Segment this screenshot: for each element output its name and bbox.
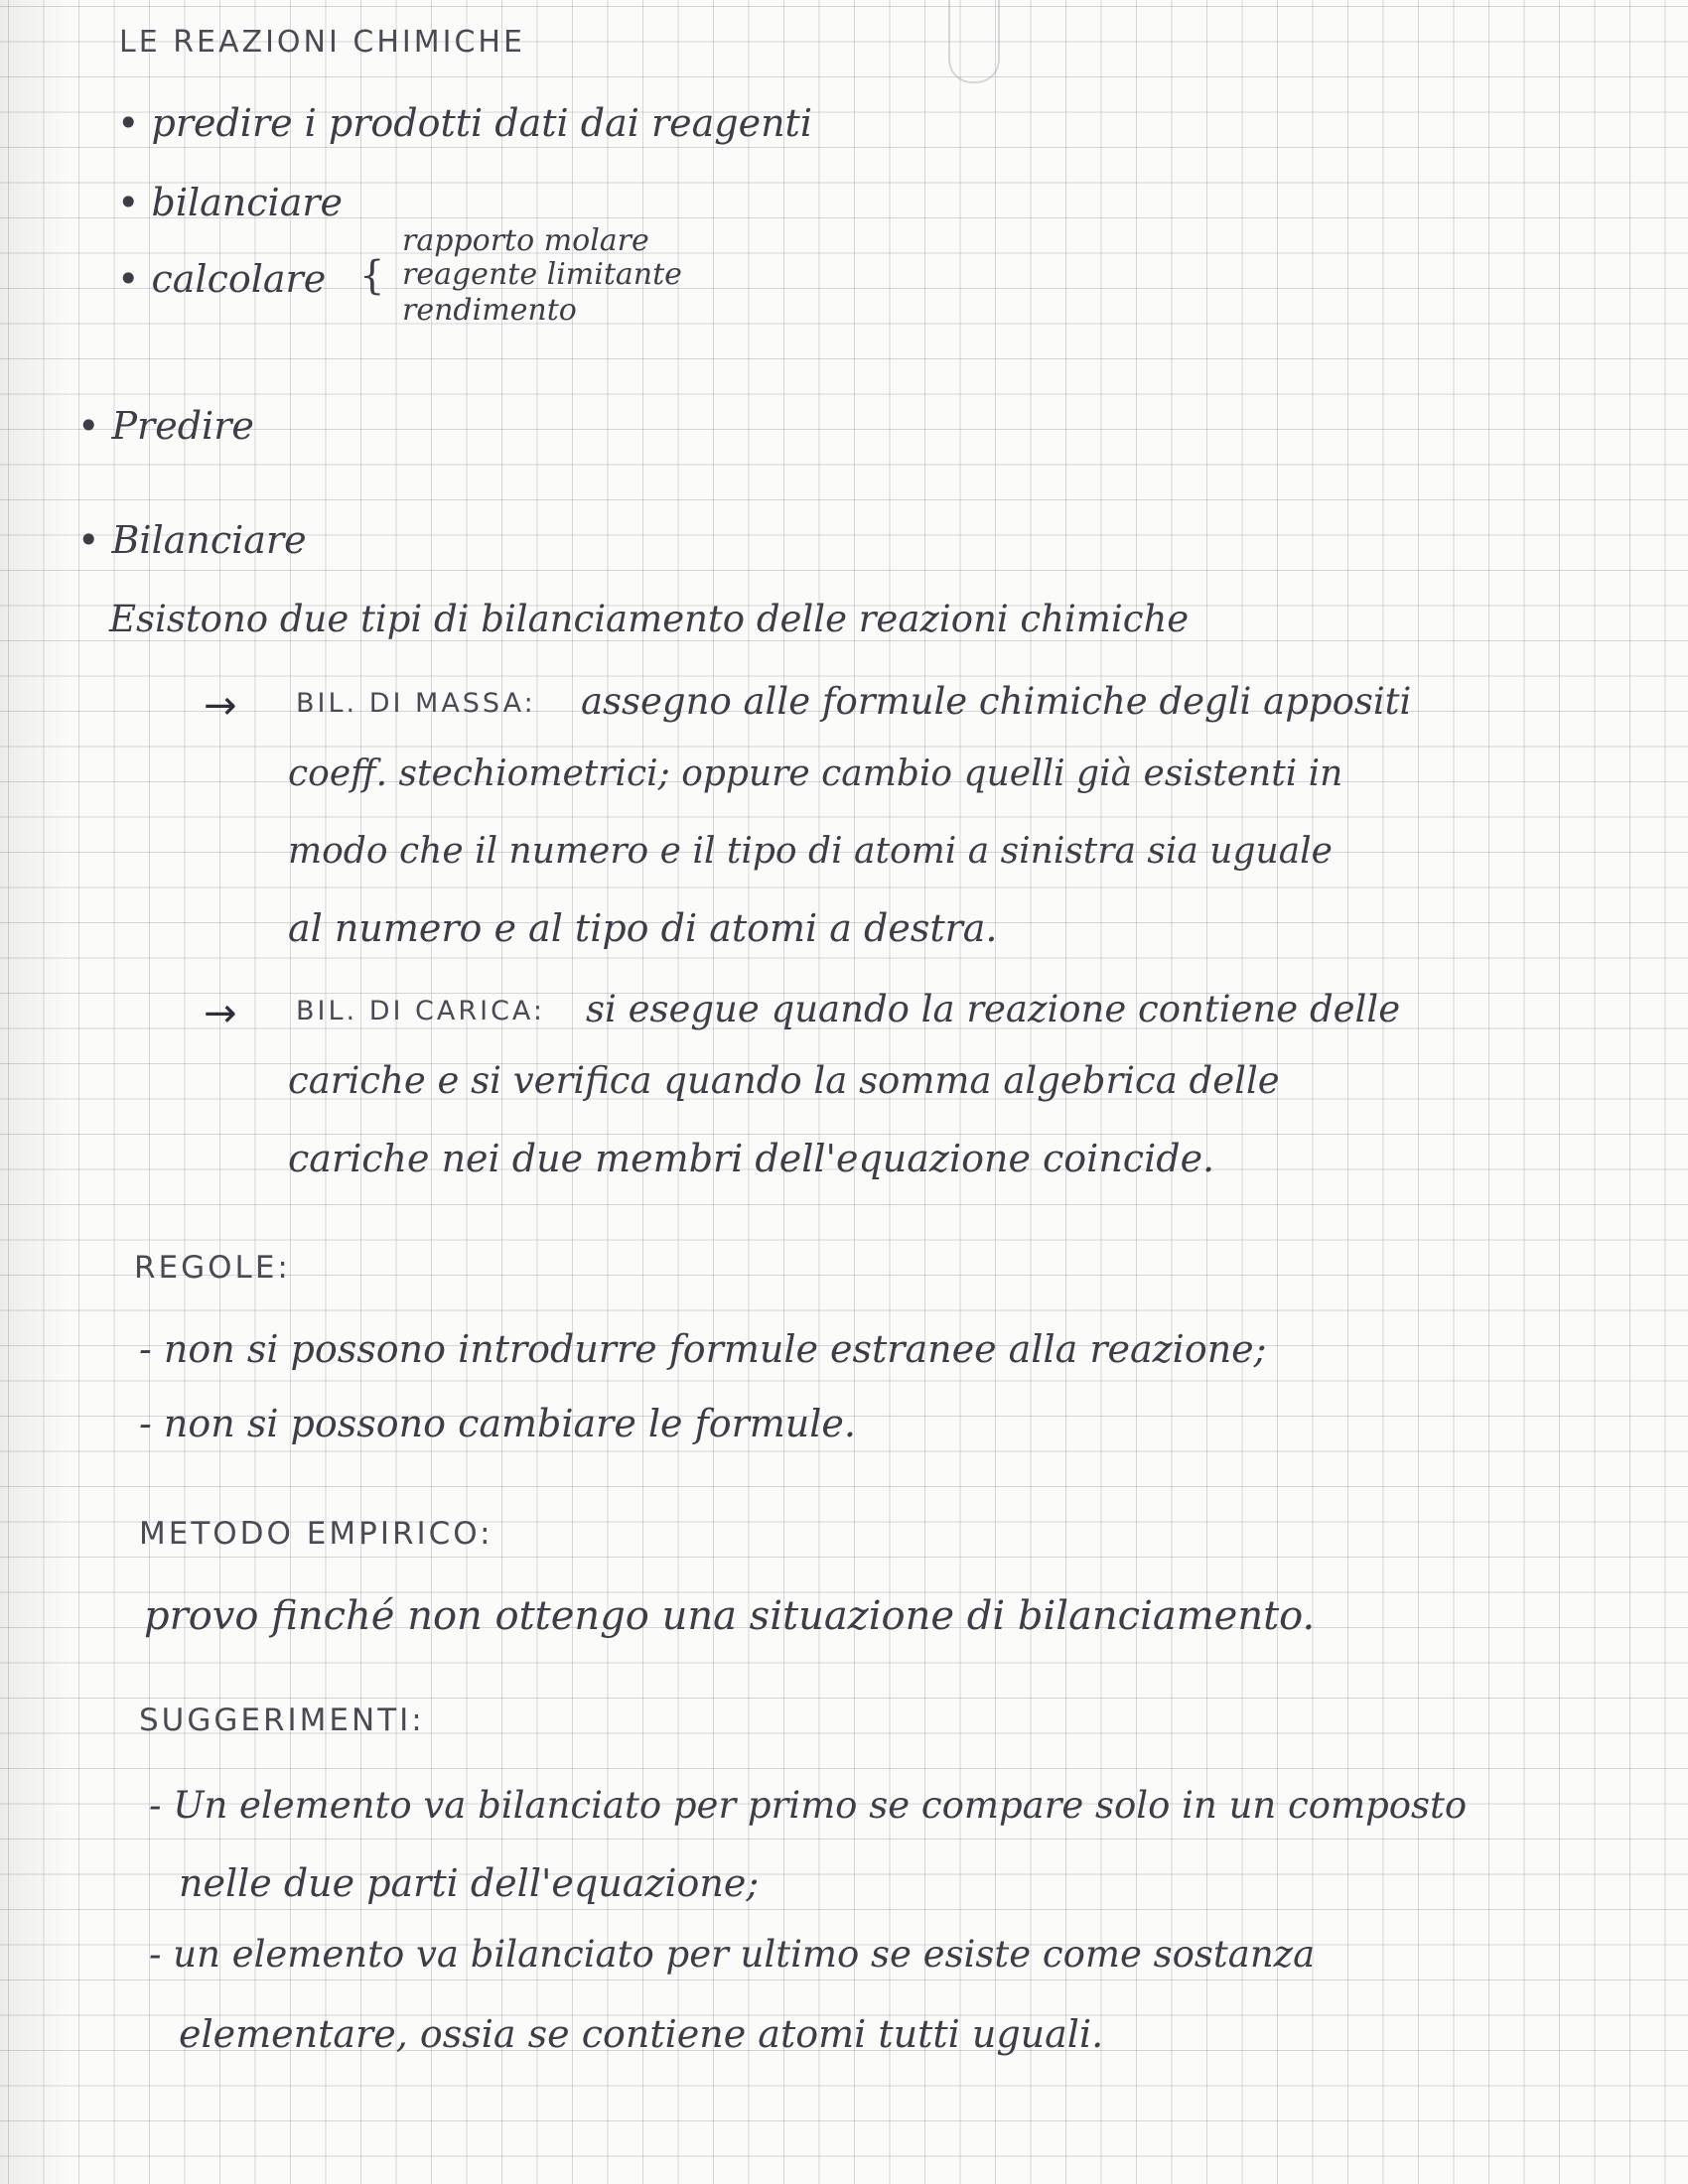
section-predire: • Predire (77, 404, 254, 448)
massa-line-2: coeff. stechiometrici; oppure cambio quelli già esistenti in (288, 753, 1343, 794)
calc-sub-rendimento: rendimento (402, 293, 577, 328)
arrow-carica-icon: → (204, 991, 237, 1036)
regole-item-1: - non si possono introdurre formule estranee alla reazione; (139, 1327, 1267, 1371)
intro-item-bilanciare: • bilanciare (117, 181, 343, 224)
massa-line-4: al numero e al tipo di atomi a destra. (288, 906, 998, 950)
massa-label: BIL. DI MASSA: (296, 688, 536, 719)
regole-item-2: - non si possono cambiare le formule. (139, 1402, 856, 1445)
calc-sub-rapporto: rapporto molare (402, 223, 649, 258)
carica-line-3: cariche nei due membri dell'equazione coincide. (288, 1137, 1215, 1180)
suggerimenti-line-1: - Un elemento va bilanciato per primo se compare solo in un composto (149, 1784, 1468, 1827)
carica-label: BIL. DI CARICA: (296, 996, 546, 1026)
suggerimenti-line-2: nelle due parti dell'equazione; (179, 1861, 760, 1905)
paper-clip-mark (948, 0, 1000, 83)
massa-line-3: modo che il numero e il tipo di atomi a sinistra sia uguale (288, 831, 1333, 872)
metodo-heading: METODO EMPIRICO: (139, 1516, 493, 1552)
suggerimenti-heading: SUGGERIMENTI: (139, 1703, 425, 1738)
massa-line-1: assegno alle formule chimiche degli appositi (581, 680, 1412, 723)
bilancio-intro: Esistono due tipi di bilanciamento delle reazioni chimiche (109, 598, 1190, 640)
regole-heading: REGOLE: (134, 1250, 291, 1286)
suggerimenti-line-3: - un elemento va bilanciato per ultimo se esiste come sostanza (149, 1933, 1316, 1976)
arrow-massa-icon: → (204, 683, 237, 729)
section-bilanciare: • Bilanciare (77, 518, 307, 562)
carica-line-1: si esegue quando la reazione contiene delle (586, 988, 1401, 1030)
page-title: LE REAZIONI CHIMICHE (119, 25, 525, 60)
intro-item-calcolare: • calcolare (117, 257, 327, 301)
carica-line-2: cariche e si verifica quando la somma algebrica delle (288, 1059, 1280, 1102)
calc-sub-reagente: reagente limitante (402, 257, 682, 292)
intro-item-predire: • predire i prodotti dati dai reagenti (117, 101, 812, 145)
metodo-text: provo finché non ottengo una situazione di bilanciamento. (144, 1593, 1316, 1639)
suggerimenti-line-4: elementare, ossia se contiene atomi tutti uguali. (179, 2012, 1104, 2056)
binding-shadow (0, 0, 70, 2184)
calc-bracket: { (359, 253, 385, 299)
